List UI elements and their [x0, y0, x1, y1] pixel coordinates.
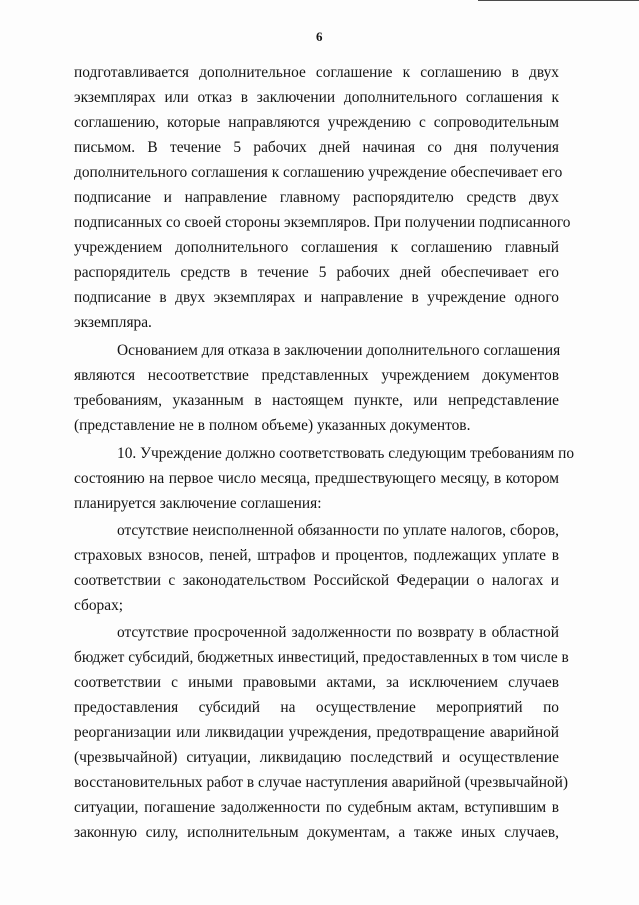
- text-line: законную силу, исполнительным документам, а также иных случаев,: [74, 824, 559, 841]
- text-line: ситуации, погашение задолженности по судебным актам, вступившим в: [74, 799, 559, 816]
- text-line: отсутствие неисполненной обязанности по уплате налогов, сборов,: [117, 522, 559, 539]
- text-line: требованиям, указанным в настоящем пункте, или непредставление: [74, 392, 559, 409]
- text-line: подписание и направление главному распорядителю средств двух: [74, 189, 559, 206]
- text-line: экземпляра.: [74, 314, 152, 331]
- text-line: учреждением дополнительного соглашения к соглашению главный: [74, 239, 559, 256]
- text-line: сборах;: [74, 597, 124, 614]
- text-line: соответствии с иными правовыми актами, за исключением случаев: [74, 674, 559, 691]
- text-line: отсутствие просроченной задолженности по возврату в областной: [117, 624, 559, 641]
- text-line: (чрезвычайной) ситуации, ликвидацию последствий и осуществление: [74, 749, 559, 766]
- text-line: планируется заключение соглашения:: [74, 495, 322, 512]
- text-line: реорганизации или ликвидации учреждения, предотвращение аварийной: [74, 724, 559, 741]
- text-line: Основанием для отказа в заключении дополнительного соглашения: [117, 342, 561, 359]
- page-number: 6: [316, 29, 323, 44]
- text-line: бюджет субсидий, бюджетных инвестиций, предоставленных в том числе в: [74, 649, 569, 666]
- text-line: соглашению, которые направляются учреждению с сопроводительным: [74, 114, 559, 131]
- text-line: страховых взносов, пеней, штрафов и процентов, подлежащих уплате в: [74, 547, 559, 564]
- text-line: 10. Учреждение должно соответствовать следующим требованиям по: [117, 445, 575, 462]
- text-line: (представление не в полном объеме) указанных документов.: [74, 417, 471, 434]
- text-line: состоянию на первое число месяца, предшествующего месяцу, в котором: [74, 470, 559, 487]
- text-line: письмом. В течение 5 рабочих дней начиная со дня получения: [74, 139, 559, 156]
- text-line: подписание в двух экземплярах и направление в учреждение одного: [74, 289, 559, 306]
- text-line: являются несоответствие представленных учреждением документов: [74, 367, 559, 384]
- text-line: подготавливается дополнительное соглашение к соглашению в двух: [74, 64, 559, 81]
- text-line: предоставления субсидий на осуществление мероприятий по: [74, 699, 559, 716]
- text-line: дополнительного соглашения к соглашению учреждение обеспечивает его: [74, 164, 563, 181]
- scan-edge-line: [478, 0, 639, 1]
- text-line: распорядитель средств в течение 5 рабочих дней обеспечивает его: [74, 264, 559, 281]
- text-line: восстановительных работ в случае наступления аварийной (чрезвычайной): [74, 774, 568, 791]
- text-line: экземплярах или отказ в заключении дополнительного соглашения к: [74, 89, 559, 106]
- text-line: соответствии с законодательством Российской Федерации о налогах и: [74, 572, 559, 589]
- text-line: подписанных со своей стороны экземпляров. При получении подписанного: [74, 214, 571, 231]
